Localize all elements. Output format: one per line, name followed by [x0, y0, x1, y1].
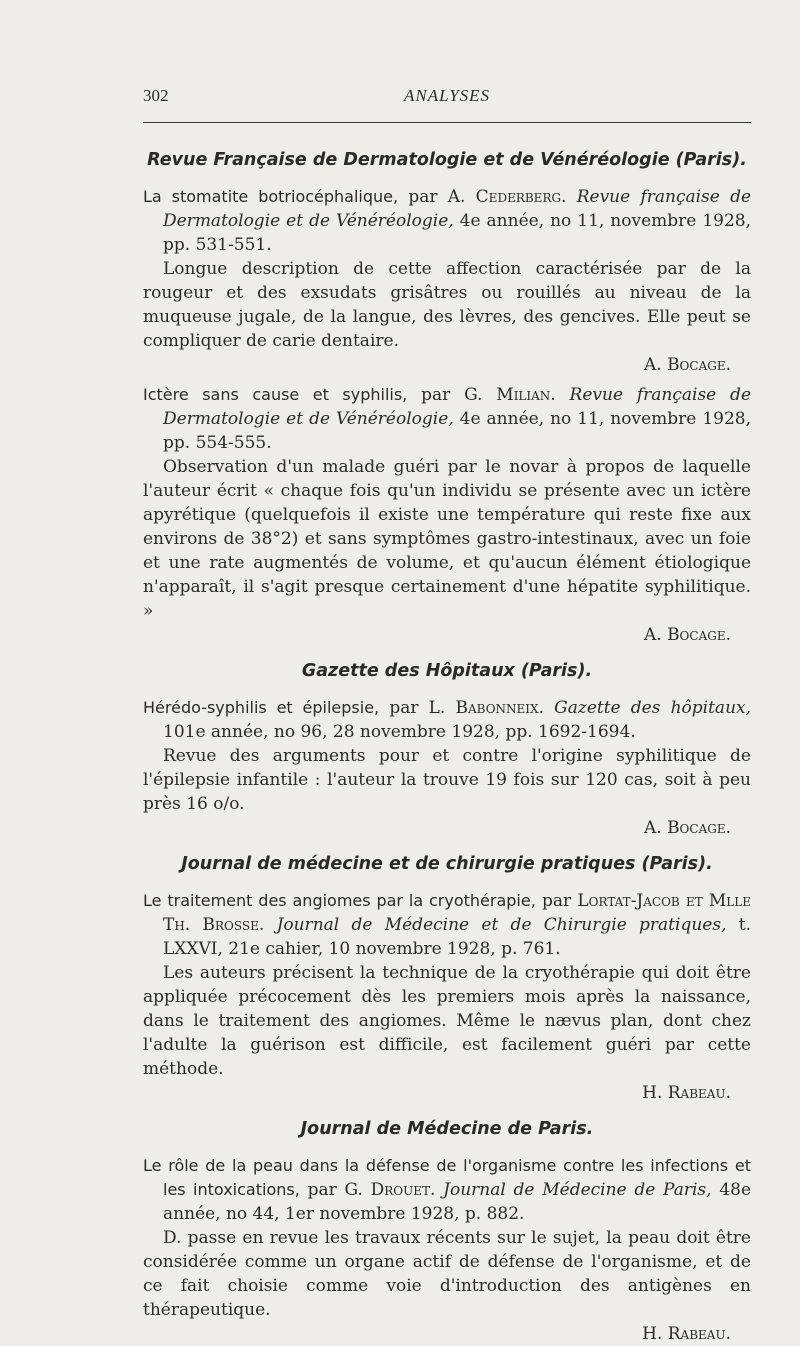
article-by: par: [307, 1180, 337, 1200]
article-author: A. Cederberg.: [447, 187, 567, 207]
article-abstract: D. passe en revue les travaux récents sur le sujet, la peau doit être considérée comme un organe actif de défense de l'organisme, et de ce fait choisie comme voie d'introduction des antigènes en thérapeutique.: [143, 1228, 751, 1320]
article-details: 4e année, no 11, novembre 1928, pp. 554-555.: [163, 409, 751, 453]
article-title: Le traitement des angiomes par la cryothérapie,: [143, 891, 536, 910]
article-title: Le rôle de la peau dans la défense de l'organisme contre les infections et les intoxications,: [143, 1156, 751, 1199]
article-reference: Revue française de Dermatologie et de Vénéréologie,: [163, 187, 752, 231]
article-by: par: [408, 187, 438, 207]
journal-heading: Journal de Médecine de Paris.: [300, 1119, 594, 1139]
article-abstract: Revue des arguments pour et contre l'origine syphilitique de l'épilepsie infantile : l'auteur la trouve 19 fois sur 120 cas, soit à peu près 16 o/o.: [143, 746, 751, 814]
journal-heading: Revue Française de Dermatologie et de Vénéréologie (Paris).: [147, 150, 747, 170]
article-entry: [143, 696, 751, 744]
article-details: 101e année, no 96, 28 novembre 1928, pp. 1692-1694.: [163, 722, 636, 742]
running-title: ANALYSES: [403, 86, 491, 105]
article-body: [143, 150, 751, 1346]
page-number: 302: [143, 86, 169, 105]
article-by: par: [542, 891, 572, 911]
article-entry: [143, 383, 751, 455]
article-abstract: Les auteurs précisent la technique de la cryothérapie qui doit être appliquée précocement dès les premiers mois après la naissance, dans le traitement des angiomes. Même le nævus plan, dont chez l'adulte la guérison est difficile, est facilement guéri par cette méthode.: [143, 963, 751, 1079]
article-signature: A. Bocage.: [643, 818, 731, 838]
header-rule: [143, 122, 751, 123]
article-signature: A. Bocage.: [643, 625, 731, 645]
article-reference: Gazette des hôpitaux,: [554, 698, 752, 718]
article-details: t. LXXVI, 21e cahier, 10 novembre 1928, p. 761.: [163, 915, 752, 959]
article-signature: H. Rabeau.: [642, 1083, 731, 1103]
article-reference: Journal de Médecine et de Chirurgie pratiques,: [276, 915, 727, 935]
article-details: 48e année, no 44, 1er novembre 1928, p. 882.: [163, 1180, 752, 1224]
article-abstract: Longue description de cette affection caractérisée par de la rougeur et des exsudats grisâtres ou rouillés au niveau de la muqueuse jugale, de la langue, des lèvres, des gencives. Elle peut se compliquer de carie dentaire.: [143, 259, 751, 351]
article-title: Hérédo-syphilis et épilepsie,: [143, 698, 380, 717]
article-author: L. Babonneix.: [428, 698, 544, 718]
article-author: Lortat-Jacob et Mlle Th. Brosse.: [163, 891, 752, 935]
article-title: Ictère sans cause et syphilis,: [143, 385, 408, 404]
article-entry: [143, 185, 751, 257]
article-author: G. Drouet.: [344, 1180, 436, 1200]
article-signature: H. Rabeau.: [642, 1324, 731, 1344]
article-by: par: [421, 385, 451, 405]
article-author: G. Milian.: [464, 385, 556, 405]
article-reference: Journal de Médecine de Paris,: [443, 1180, 712, 1200]
article-title: La stomatite botriocéphalique,: [143, 187, 399, 206]
journal-heading: Gazette des Hôpitaux (Paris).: [301, 661, 593, 681]
article-reference: Revue française de Dermatologie et de Vénéréologie,: [163, 385, 751, 429]
article-abstract: Observation d'un malade guéri par le novar à propos de laquelle l'auteur écrit « chaque fois qu'un individu se présente avec un ictère apyrétique (quelquefois il existe une température qui reste fixe aux environs de 38°2) et sans symptômes gastro-intestinaux, avec un foie et une rate augmentés de volume, et qu'aucun élément étiologique n'apparaît, il s'agit presque certainement d'une hépatite syphilitique. »: [143, 457, 751, 621]
page-header: [143, 86, 751, 112]
article-entry: [143, 889, 751, 961]
article-signature: A. Bocage.: [643, 355, 731, 375]
article-entry: [143, 1154, 751, 1226]
article-by: par: [389, 698, 419, 718]
article-details: 4e année, no 11, novembre 1928, pp. 531-551.: [163, 211, 751, 255]
journal-heading: Journal de médecine et de chirurgie pratiques (Paris).: [181, 854, 713, 874]
